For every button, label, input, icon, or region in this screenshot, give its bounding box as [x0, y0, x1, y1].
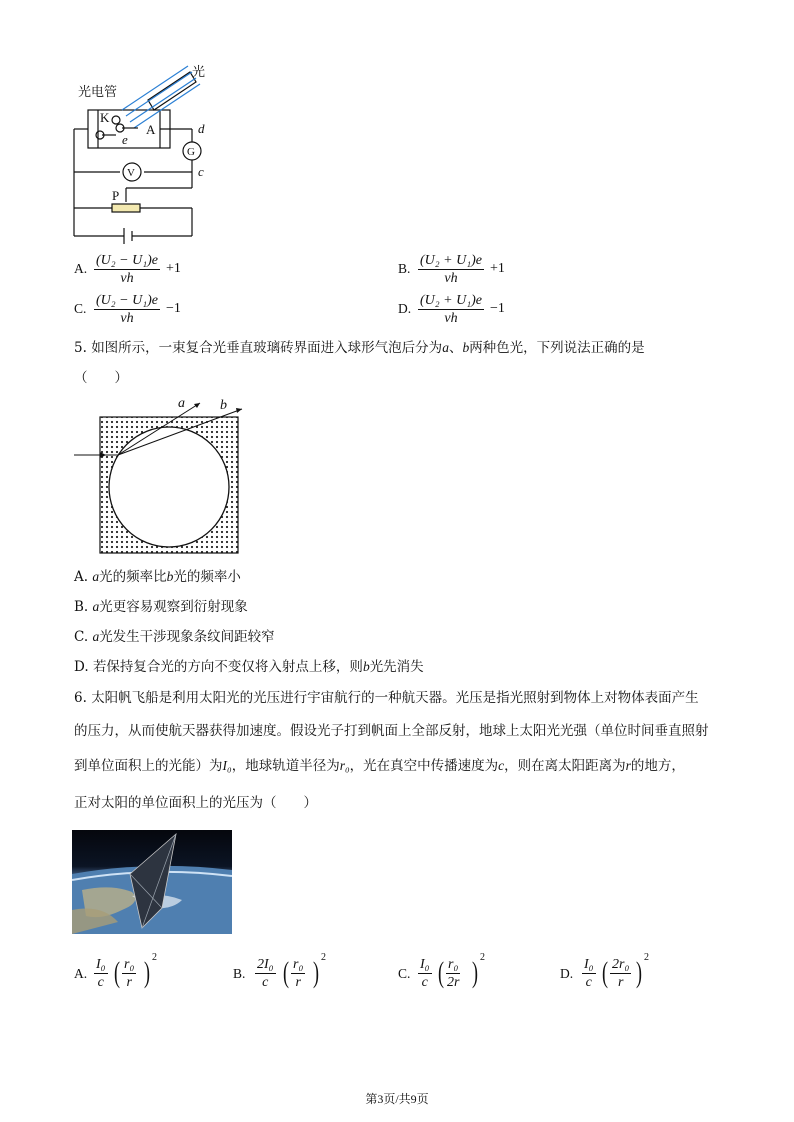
q4-c-denominator: νh — [120, 311, 134, 326]
q6-b-coef-den: c — [262, 975, 269, 990]
q6-c-inner-num: r₀ — [448, 957, 459, 972]
q6-c-exponent: 2 — [480, 952, 485, 963]
q6-b-inner-num: r₀ — [293, 957, 304, 972]
q6-c-coef-num: I₀ — [420, 957, 430, 972]
q5-sep: 、 — [448, 340, 463, 356]
q4-option-b-label: B. — [398, 261, 411, 276]
a-label: A — [146, 122, 156, 137]
light-label: 光 — [192, 65, 206, 80]
q4-a-denominator: νh — [120, 271, 134, 286]
q6-a-inner-den: r — [126, 975, 132, 990]
q6-a-inner-num: r₀ — [124, 957, 135, 972]
q6-line3-d: ，则在离太阳距离为 — [504, 758, 626, 774]
q5-opt-b-var1: a — [92, 599, 100, 614]
d-label: d — [198, 121, 205, 136]
c-label: c — [198, 164, 204, 179]
q5-opt-c-label: C. — [74, 629, 89, 645]
q6-line-3 — [74, 756, 685, 776]
q6-option-c: C. $\frac{\text{I₀}}{c}$ ( $\frac{\text{r₀}}{2r}$ ) 2 — [398, 952, 485, 990]
q5-opt-d-text2: 光先消失 — [369, 659, 424, 675]
p-label: P — [112, 188, 120, 203]
q6-line-1 — [74, 688, 699, 708]
q5-stem-text-2: 两种色光，下列说法正确的是 — [469, 340, 645, 356]
q6-option-d: D. $\frac{\text{I₀}}{c}$ ( $\frac{\text{2r₀}}{r}$ ) 2 — [560, 952, 649, 990]
q5-opt-d-var2: b — [362, 659, 370, 674]
q6-b-inner-den: r — [295, 975, 301, 990]
solar-sail-image — [72, 830, 232, 934]
q6-d-inner-den: r — [617, 975, 624, 990]
g-meter-label: G — [187, 146, 195, 158]
q6-d-inner-num: 2r₀ — [612, 957, 630, 972]
q4-a-numerator: (U₂ − U₁)e — [96, 253, 158, 268]
q5-opt-c-text1: 光发生干涉现象条纹间距较窄 — [99, 629, 275, 645]
q6-line3-c: ，光在真空中传播速度为 — [349, 758, 499, 774]
photoelectric-circuit-diagram — [60, 60, 220, 250]
q5-option-a — [74, 567, 241, 587]
q6-a-coef-num: I₀ — [96, 957, 106, 972]
q6-opt-b-label: B. — [233, 966, 246, 981]
q5-opt-b-label: B. — [74, 599, 89, 615]
e-label: e — [122, 132, 128, 147]
q4-b-denominator: νh — [444, 271, 458, 286]
q6-c-inner-den: 2r — [446, 975, 460, 990]
q6-option-b: B. $\frac{\text{2I₀}}{c}$ ( $\frac{\text{r₀}}{r}$ ) 2 — [233, 952, 326, 990]
q5-option-b — [74, 597, 248, 617]
glass-bubble-diagram — [70, 395, 250, 560]
q6-opt-d-label: D. — [560, 966, 574, 981]
q6-var-i0: I₀ — [222, 758, 232, 773]
q5-var-a: a — [442, 340, 449, 355]
q4-option-b — [398, 252, 598, 292]
q5-opt-a-text2: 光的频率小 — [173, 569, 241, 585]
q6-line-4: 正对太阳的单位面积上的光压为（ ） — [74, 795, 317, 811]
q6-opt-c-label: C. — [398, 966, 411, 981]
q5-opt-d-label: D. — [74, 659, 89, 675]
q4-c-numerator: (U₂ − U₁)e — [96, 293, 158, 308]
q4-c-tail: −1 — [166, 301, 181, 316]
q5-opt-a-text1: 光的频率比 — [99, 569, 167, 585]
q6-b-coef-num: 2I₀ — [257, 957, 274, 972]
k-label: K — [100, 110, 110, 125]
q4-option-c-label: C. — [74, 301, 87, 316]
q6-line1-text: 太阳帆飞船是利用太阳光的光压进行宇宙航行的一种航天器。光压是指光照射到物体上对物体表面产生 — [91, 690, 699, 706]
ray-a-label: a — [178, 396, 185, 411]
q6-opt-a-label: A. — [74, 966, 88, 981]
q4-option-d-label: D. — [398, 301, 412, 316]
q6-b-exponent: 2 — [321, 952, 326, 963]
q6-line3-e: 的地方， — [630, 758, 685, 774]
tube-label: 光电管 — [78, 85, 118, 100]
q5-opt-c-var1: a — [92, 629, 100, 644]
q6-a-coef-den: c — [97, 975, 104, 990]
q4-b-tail: +1 — [490, 261, 505, 276]
q5-opt-a-var1: a — [92, 569, 100, 584]
q6-d-exponent: 2 — [644, 952, 649, 963]
q6-var-c: c — [498, 758, 505, 773]
ray-b-label: b — [220, 398, 227, 413]
q4-option-a-label: A. — [74, 261, 88, 276]
q5-var-b: b — [462, 340, 470, 355]
q5-stem-text-1: 如图所示，一束复合光垂直玻璃砖界面进入球形气泡后分为 — [91, 340, 443, 356]
q5-opt-a-var2: b — [166, 569, 174, 584]
q6-var-r: r — [625, 758, 631, 773]
q6-var-r0: r₀ — [339, 758, 350, 773]
q6-option-a: A. $\frac{\text{I₀}}{c}$ ( $\frac{\text{r₀}}{r}$ ) 2 — [74, 952, 157, 990]
q5-stem — [74, 338, 645, 358]
q6-line3-a: 到单位面积上的光能）为 — [74, 758, 223, 774]
q4-a-tail: +1 — [166, 261, 181, 276]
q4-b-numerator: (U₂ + U₁)e — [420, 253, 482, 268]
q4-d-tail: −1 — [490, 301, 505, 316]
q6-line3-b: ，地球轨道半径为 — [231, 758, 340, 774]
q4-d-denominator: νh — [444, 311, 458, 326]
q6-c-coef-den: c — [421, 975, 428, 990]
q5-opt-a-label: A. — [74, 569, 89, 585]
q6-line-2: 的压力，从而使航天器获得加速度。假设光子打到帆面上全部反射，地球上太阳光光强（单位时间垂直照射 — [74, 723, 709, 739]
q5-opt-d-text1: 若保持复合光的方向不变仅将入射点上移，则 — [92, 659, 363, 675]
q4-d-numerator: (U₂ + U₁)e — [420, 293, 482, 308]
q4-option-a — [74, 252, 274, 292]
page-footer: 第3页/共9页 — [365, 1092, 429, 1106]
q6-d-coef-den: c — [585, 975, 592, 990]
q6-a-exponent: 2 — [152, 952, 157, 963]
q6-d-coef-num: I₀ — [584, 957, 594, 972]
q4-option-d — [398, 292, 598, 332]
q5-number: 5. — [74, 340, 87, 356]
v-meter-label: V — [127, 167, 135, 179]
q5-option-d — [74, 657, 424, 677]
q6-number: 6. — [74, 690, 87, 706]
q5-option-c — [74, 627, 275, 647]
q4-option-c — [74, 292, 274, 332]
q5-answer-paren: （ ） — [74, 370, 128, 386]
q5-opt-b-text1: 光更容易观察到衍射现象 — [99, 599, 248, 615]
